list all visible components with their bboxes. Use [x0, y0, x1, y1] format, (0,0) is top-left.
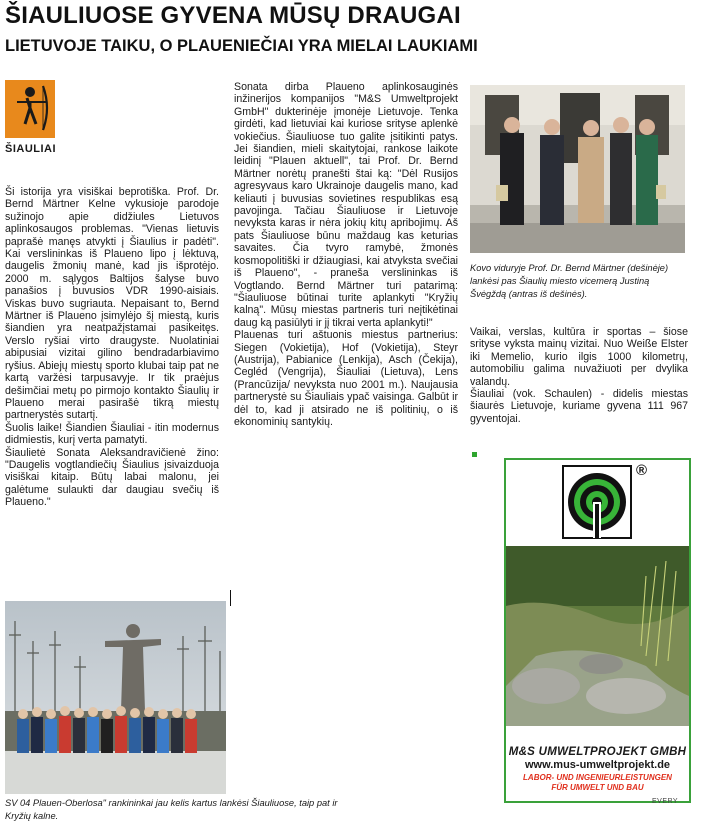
article-title: ŠIAULIUOSE GYVENA MŪSŲ DRAUGAI: [5, 2, 461, 29]
siauliai-logo: [5, 80, 63, 160]
col2-paragraph-1: Sonata dirba Plaueno aplinkosauginės inžinerijos kompanijos "M&S Umweltprojekt GmbH" dukterinėje įmonėje Lietuvoje. Tenka girdėti, kad lietuviai kai kuriose srityse aplenkė vokiečius. Šiauliuose tuo galite įsitikinti patys. Jei šiandien, mieli skaitytojai, rankose laikote leidinį "Plauen aktuell", tai Prof. Dr. Bernd Märtner norėtų pranešti štai ką: "Dėl Rusijos agresyvaus karo Ukrainoje daugelis mano, kad keliauti į buvusias sovietines respublikas esą pavojinga. Tačiau Šiauliuose ir Lietuvoje nevyksta karas ir nėra jokių kitų apribojimų. Aš pats Šiauliuose būnu maždaug kas keturias savaites. Čia tvyro ramybė, žmonės kosmopolitiški ir džiaugiasi, kai atvyksta svečiai iš Plaueno", - praneša verslininkas iš Vogtlando. Bernd Märtner turi patarimą: "Šiauliuose būtinai turite aplankyti "Kryžių kalną". Mūsų miestas partneris turi neįtikėtinai daug ką pasiūlyti ir jį tikrai verta aplankyti!": [234, 81, 458, 329]
ad-nature-image: [506, 546, 689, 726]
green-marker: [472, 452, 477, 457]
caption-bottom-photo: SV 04 Plauen-Oberlosa" rankininkai jau kelis kartus lankėsi Šiauliuose, taip pat ir Kryžių kalne.: [5, 798, 338, 821]
photo-hill-of-crosses: [5, 601, 226, 794]
col2-paragraph-2: Plauenas turi aštuonis miestus partnerius: Siegen (Vokietija), Hof (Vokietija), Steyr (Austrija), Pabianice (Lenkija), Asch (Čekija), Cegléd (Vengrija), Šiauliai (Lietuva), Lens (Prancūzija/ nevyksta nuo 2001 m.). Naujausia partnerystė su Šiauliais ypač vaisinga. Galbūt ir dėl to, kad ji atsirado ne iš politinių, o iš ekonominių santykių.: [234, 329, 458, 428]
ad-tagline-2: FÜR UMWELT UND BAU: [551, 783, 644, 792]
logo-label: ŠIAULIAI: [5, 143, 57, 155]
col3-paragraph-1: Vaikai, verslas, kultūra ir sportas – šiose srityse vyksta mainų vizitai. Nuo Weiße Elster iki Memelio, kurio ilgis 1000 kilometrų, automobiliu galima nuvažiuoti per dvylika valandų.: [470, 326, 688, 388]
archer-icon: [5, 80, 55, 138]
every-badge: EVERY: [652, 798, 679, 805]
col1-paragraph-3: Šiaulietė Sonata Aleksandravičienė žino: "Daugelis vogtlandiečių Šiaulius įsivaizduoja visiškai kitaip. Būtų labai malonu, jei galėtume sulaukti dar daugiau svečių iš Plaueno.": [5, 446, 219, 509]
text-cursor: [230, 590, 231, 606]
mus-logo-icon: [561, 464, 633, 540]
caption-top-photo: Kovo viduryje Prof. Dr. Bernd Märtner (dešinėje) lankėsi pas Šiaulių miesto vicemerą Justiną Švėgždą (antras iš dešinės).: [470, 263, 669, 299]
advertisement-mus-umweltprojekt[interactable]: [504, 458, 691, 803]
ad-tagline-1: LABOR- UND INGENIEURLEISTUNGEN: [523, 773, 672, 782]
col1-paragraph-1: Ši istorija yra visiškai beprotiška. Prof. Dr. Bernd Märtner Kelne vykusioje parodoje sužinojo apie didžiules Lietuvos aplinkosaugos problemas. "Vienas lietuvis paprašė manęs atvykti į Šiaulius ir padėti". Kai verslininkas iš Plaueno lipo į lėktuvą, daugelis žmonių manė, kad jis išprotėjo. 2000 m. sąlygos Baltijos šalyse buvo panašios į buvusios VDR 1990-aisiais. Viskas buvo sugriauta. Nepaisant to, Bernd Märtner iš Plaueno įsimylėjo šį miestą, kuris šiandien yra neatpažįstamai pasikeitęs. Verslo ryšiai virto draugyste. Nuolatiniai abipusiai vizitai gilino bendradarbiavimo ryšius. Abiejų miestų sporto klubai taip pat ne kartą varžėsi tarpusavyje. Ir tik praėjus dešimčiai metų po pirmojo kontakto Šiaulių ir Plaueno merai pasirašė tikrą miestų partnerystės sutartį.: [5, 186, 219, 422]
registered-mark: ®: [636, 462, 648, 479]
ad-website-link[interactable]: www.mus-umweltprojekt.de: [524, 759, 671, 771]
ad-text-band: [506, 743, 689, 801]
mus-logo: [561, 464, 633, 540]
article-subtitle: LIETUVOJE TAIKU, O PLAUENIEČIAI YRA MIELAI LAUKIAMI: [5, 37, 478, 55]
col3-paragraph-2: Šiauliai (vok. Schaulen) - didelis miestas šiaurės Lietuvoje, kuriame gyvena 111 967 gyventojai.: [470, 388, 688, 425]
ad-company-name: M&S UMWELTPROJEKT GMBH: [508, 746, 687, 758]
article-column-3: [470, 326, 688, 425]
article-column-2: [234, 81, 458, 428]
photo-meeting-group: [470, 85, 685, 253]
article-column-1: [5, 186, 219, 509]
col1-paragraph-2: Šuolis laike! Šiandien Šiauliai - itin modernus didmiestis, kurį verta pamatyti.: [5, 421, 219, 447]
